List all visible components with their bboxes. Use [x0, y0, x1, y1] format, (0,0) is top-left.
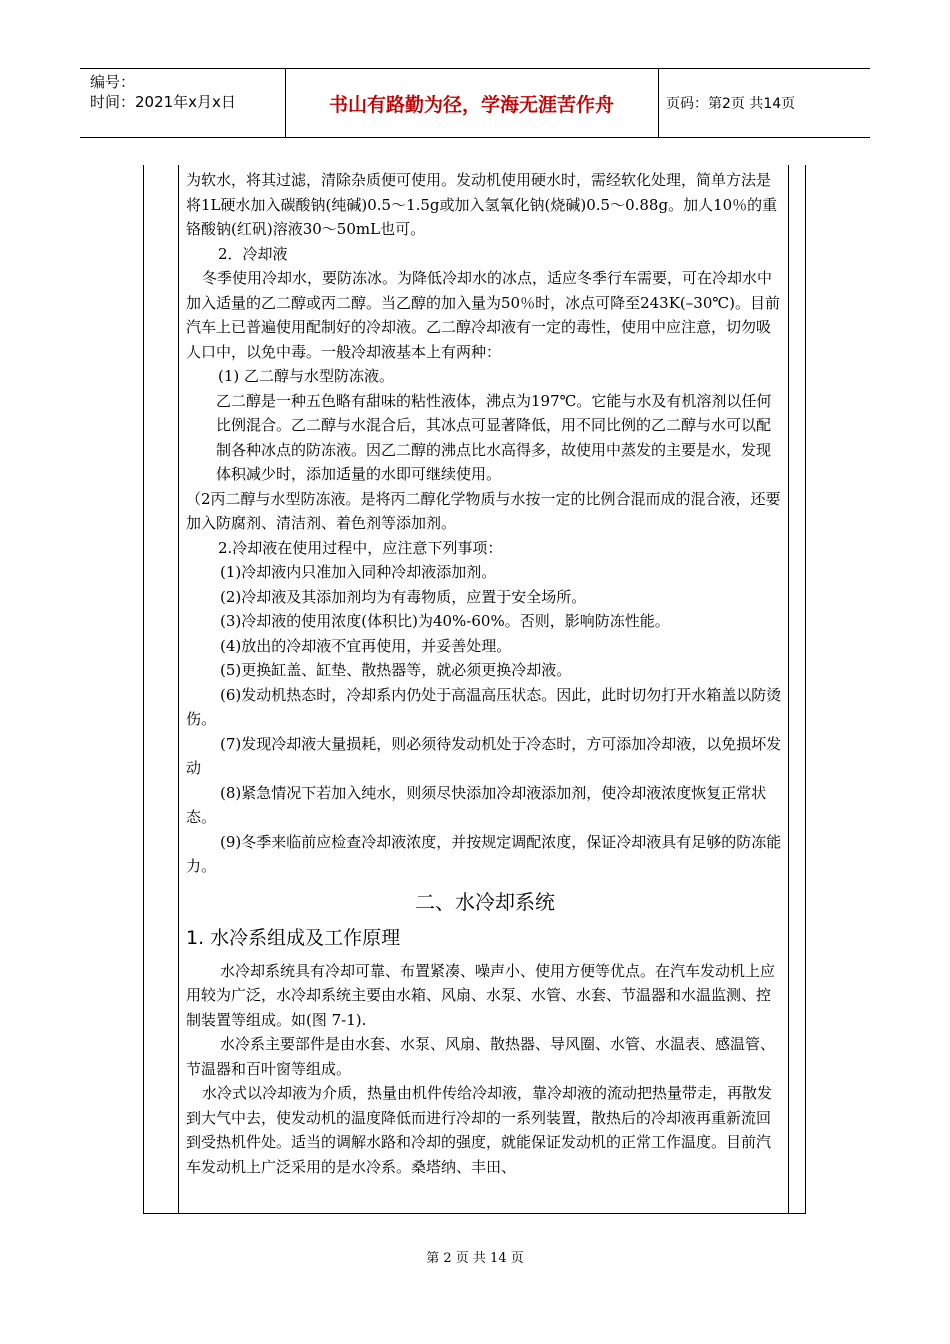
list-item: (6)发动机热态时，冷却系内仍处于高温高压状态。因此，此时切勿打开水箱盖以防烫伤。	[186, 685, 782, 728]
subsection-title: 1. 水冷系组成及工作原理	[186, 926, 401, 949]
page-footer: 第 2 页 共 14 页	[426, 1251, 524, 1266]
paragraph: 乙二醇是一种五色略有甜味的粘性液体，沸点为197℃。它能与水及有机溶剂以任何比例混合。乙二醇与水混合后，其冰点可显著降低，用不同比例的乙二醇与水可以配制各种冰点的防冻液。因乙二醇的沸点比水高得多，故使用中蒸发的主要是水，发现体积减少时，添加适量的水即可继续使用。	[216, 391, 772, 483]
paragraph-heading: 2．冷却液	[218, 244, 288, 263]
list-item: (5)更换缸盖、缸垫、散热器等，就必须更换冷却液。	[220, 661, 572, 679]
list-item: (8)紧急情况下若加入纯水，则须尽快添加冷却液添加剂，使冷却液浓度恢复正常状态。	[186, 783, 767, 826]
list-item: (3)冷却液的使用浓度(体积比)为40%-60%。否则，影响防冻性能。	[220, 612, 670, 630]
list-item: (4)放出的冷却液不宜再使用，并妥善处理。	[220, 636, 512, 655]
section-title: 二、水冷却系统	[415, 889, 555, 914]
list-item: (7)发现冷却液大量损耗，则必须待发动机处于冷态时，方可添加冷却液，以免损坏发动	[186, 734, 782, 777]
paragraph: (1) 乙二醇与水型防冻液。	[218, 367, 395, 385]
paragraph: 水冷式以冷却液为介质，热量由机件传给冷却液，靠冷却液的流动把热量带走，再散发到大气中去，使发动机的温度降低而进行冷却的一系列装置，散热后的冷却液再重新流回到受热机件处。适当的调解水路和冷却的强度，就能保证发动机的正常工作温度。目前汽车发动机上广泛采用的是水冷系。桑塔纳、丰田、	[186, 1084, 773, 1176]
paragraph: 水冷系主要部件是由水套、水泵、风扇、散热器、导风圈、水管、水温表、感温管、节温器和百叶窗等组成。	[186, 1035, 776, 1078]
table-divider-right	[788, 165, 789, 1213]
list-item: (9)冬季来临前应检查冷却液浓度，并按规定调配浓度，保证冷却液具有足够的防冻能力。	[186, 832, 782, 875]
paragraph: 水冷却系统具有冷却可靠、布置紧凑、噪声小、使用方便等优点。在汽车发动机上应用较为广泛，水冷却系统主要由水箱、风扇、水泵、水管、水套、节温器和水温监测、控制装置等组成。如(图 7-1).	[186, 961, 776, 1029]
header-meta	[80, 69, 286, 137]
main-content	[186, 168, 784, 1179]
time-label: 时间：2021年x月x日	[90, 93, 236, 111]
table-divider-left	[178, 165, 179, 1213]
list-item: (1)冷却液内只准加入同种冷却液添加剂。	[220, 563, 497, 581]
paragraph: 为软水，将其过滤，清除杂质便可使用。发动机使用硬水时，需经软化处理，简单方法是将1L硬水加入碳酸钠(纯碱)0.5～1.5g或加入氢氧化钠(烧碱)0.5～0.88g。加人10％的重铬酸钠(红矾)溶液30～50mL也可。	[186, 171, 778, 238]
number-label: 编号：	[90, 73, 136, 91]
header-motto: 书山有路勤为径，学海无涯苦作舟	[285, 69, 659, 137]
header-page-info: 页码：第2页 共14页	[666, 96, 796, 112]
paragraph: （2丙二醇与水型防冻液。是将丙二醇化学物质与水按一定的比例合混而成的混合液，还要加入防腐剂、清洁剂、着色剂等添加剂。	[186, 489, 781, 532]
paragraph: 2.冷却液在使用过程中，应注意下列事项：	[218, 538, 503, 557]
page-header	[80, 68, 870, 138]
paragraph: 冬季使用冷却水，要防冻冰。为降低冷却水的冰点，适应冬季行车需要，可在冷却水中加入适量的乙二醇或丙二醇。当乙醇的加入量为50％时，冰点可降至243K(–30℃)。目前汽车上已普遍使用配制好的冷却液。乙二醇冷却液有一定的毒性，使用中应注意，切勿吸人口中，以免中毒。一般冷却液基本上有两种：	[186, 269, 780, 361]
list-item: (2)冷却液及其添加剂均为有毒物质，应置于安全场所。	[220, 587, 587, 606]
